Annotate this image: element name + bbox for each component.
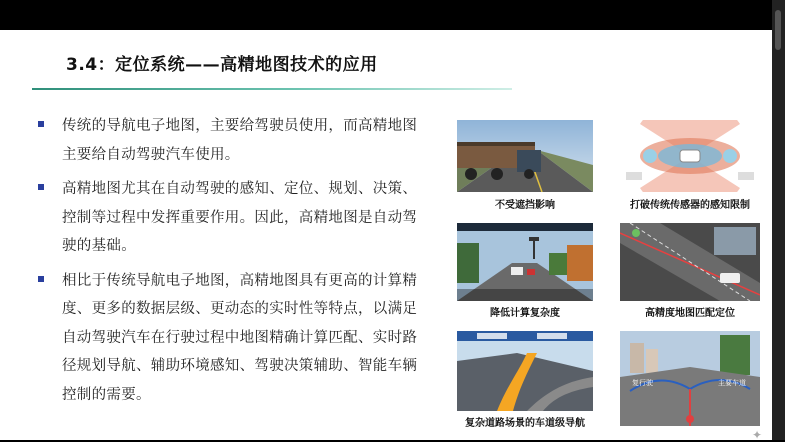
bullet-item <box>36 267 426 410</box>
figure-caption: 高精度地图匹配定位 <box>645 308 735 319</box>
title-underline <box>32 88 512 90</box>
figure-map-matching <box>620 223 760 318</box>
bullet-item <box>36 175 426 261</box>
overlay-label-left: 复行驶 <box>632 379 653 387</box>
truck-highway-image <box>457 120 593 192</box>
figure-no-occlusion <box>457 120 593 210</box>
figure-compute <box>457 223 593 318</box>
figure-sensor-limit <box>620 120 760 210</box>
slide-title: 3.4：定位系统——高精地图技术的应用 <box>66 55 378 75</box>
map-matching-image <box>620 223 760 301</box>
figure-caption: 复杂道路场景的车道级导航 <box>465 418 585 429</box>
bullet-text: 高精地图尤其在自动驾驶的感知、定位、规划、决策、控制等过程中发挥重要作用。因此，高精地图是自动驾驶的基础。 <box>62 181 418 254</box>
city-road-image <box>457 223 593 301</box>
scrollbar-track[interactable] <box>772 0 785 440</box>
scrollbar-thumb[interactable] <box>775 10 781 50</box>
window-top-bar <box>0 0 785 30</box>
figure-road-overlay <box>620 331 760 426</box>
sensor-range-image <box>620 120 760 192</box>
bullet-square-icon <box>38 184 44 190</box>
bullet-square-icon <box>38 276 44 282</box>
bullet-text: 传统的导航电子地图，主要给驾驶员使用，而高精地图主要给自动驾驶汽车使用。 <box>62 118 418 163</box>
overlay-label-right: 主要车道 <box>718 379 746 387</box>
bullet-square-icon <box>38 121 44 127</box>
slide <box>0 30 772 440</box>
figure-lane-navigation <box>457 331 593 429</box>
bullet-text: 相比于传统导航电子地图，高精地图具有更高的计算精度、更多的数据层级、更动态的实时性等特点，以满足自动驾驶汽车在行驶过程中地图精确计算匹配、实时路径规划导航、辅助环境感知、驾驶决策辅助、智能车辆控制的需要。 <box>62 272 418 403</box>
road-overlay-image <box>620 331 760 426</box>
watermark-icon: ✦ <box>752 428 763 442</box>
lane-navigation-image <box>457 331 593 411</box>
figure-caption: 不受遮挡影响 <box>495 200 555 211</box>
figure-caption: 打破传统传感器的感知限制 <box>630 200 750 211</box>
bullet-item <box>36 112 426 169</box>
figure-caption: 降低计算复杂度 <box>490 308 560 319</box>
bullet-list <box>36 112 426 415</box>
